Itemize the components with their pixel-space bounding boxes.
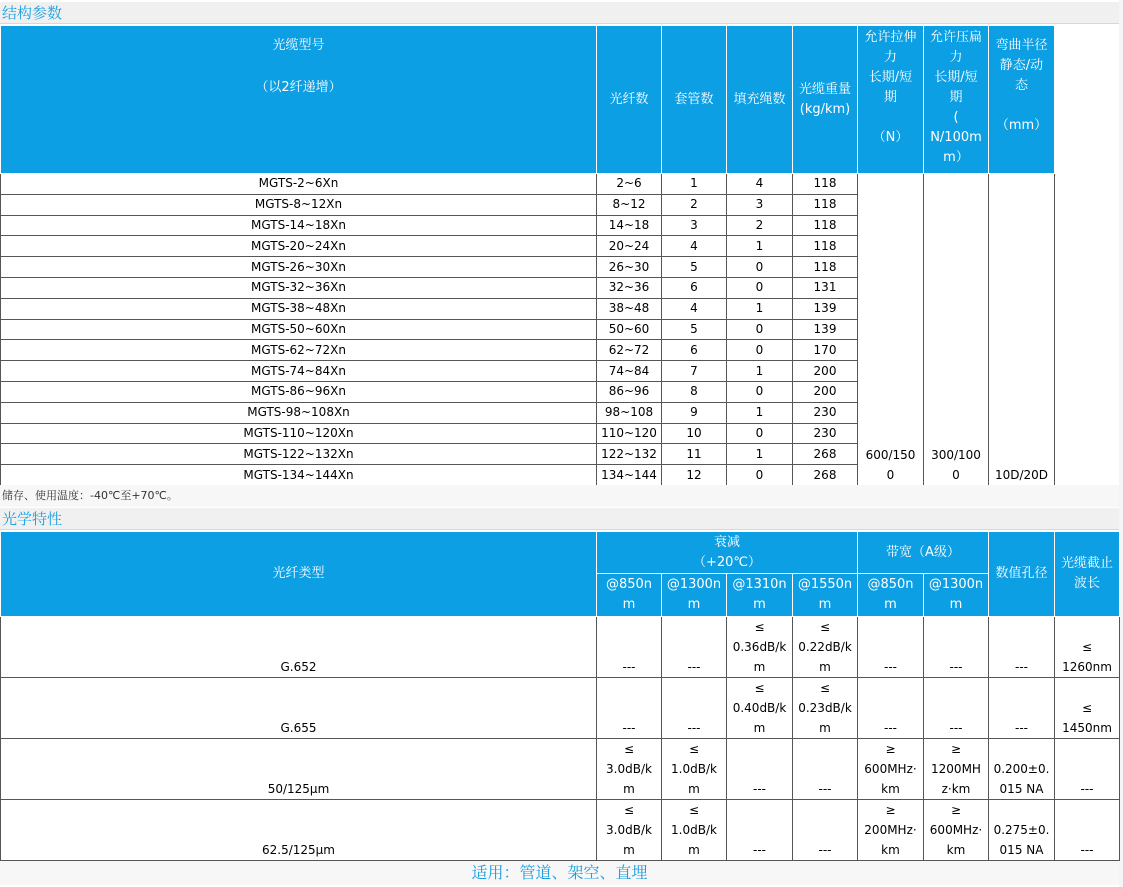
cell-bw-1300: ≥ 600MHz· km xyxy=(924,800,989,861)
cell-fillers: 0 xyxy=(727,257,793,278)
cell-fibers: 26~30 xyxy=(597,257,662,278)
cell-fillers: 1 xyxy=(727,402,793,423)
cell-att-1310: ≤ 0.36dB/k m xyxy=(727,617,793,678)
header-cutoff-wavelength: 光缆截止 波长 xyxy=(1055,532,1120,617)
cell-att-1310: --- xyxy=(727,739,793,800)
header-fiber-type: 光纤类型 xyxy=(1,532,597,617)
cell-fillers: 1 xyxy=(727,444,793,465)
cell-tubes: 4 xyxy=(662,236,727,257)
cell-model: MGTS-122~132Xn xyxy=(1,444,597,465)
header-weight: 光缆重量 (kg/km) xyxy=(793,26,858,174)
cell-na: --- xyxy=(989,678,1055,739)
header-numerical-aperture: 数值孔径 xyxy=(989,532,1055,617)
application-footer: 适用：管道、架空、直埋 xyxy=(0,861,1119,885)
cell-att-850: ≤ 3.0dB/k m xyxy=(597,800,662,861)
cell-att-1300: ≤ 1.0dB/k m xyxy=(662,739,727,800)
optical-row xyxy=(1,739,1120,800)
cell-bend: 10D/20D xyxy=(989,174,1055,486)
cell-fillers: 0 xyxy=(727,319,793,340)
cell-model: MGTS-86~96Xn xyxy=(1,381,597,402)
cell-weight: 118 xyxy=(793,194,858,215)
cell-fillers: 1 xyxy=(727,236,793,257)
cell-bw-850: --- xyxy=(858,617,924,678)
header-att-850: @850n m xyxy=(597,574,662,617)
cell-fibers: 74~84 xyxy=(597,361,662,382)
header-bandwidth: 带宽（A级） xyxy=(858,532,989,574)
cell-tubes: 4 xyxy=(662,298,727,319)
cell-bw-850: ≥ 200MHz· km xyxy=(858,800,924,861)
cell-tubes: 8 xyxy=(662,381,727,402)
cell-tubes: 5 xyxy=(662,319,727,340)
cell-fillers: 2 xyxy=(727,215,793,236)
cell-fiber-type: G.655 xyxy=(1,678,597,739)
header-bw-850: @850n m xyxy=(858,574,924,617)
cell-model: MGTS-32~36Xn xyxy=(1,277,597,298)
structure-table xyxy=(0,25,1055,486)
cell-weight: 139 xyxy=(793,319,858,340)
cell-fillers: 0 xyxy=(727,277,793,298)
header-tensile: 允许拉伸 力 长期/短 期 （N） xyxy=(858,26,924,174)
optical-table xyxy=(0,531,1120,861)
cell-tubes: 3 xyxy=(662,215,727,236)
cell-weight: 118 xyxy=(793,215,858,236)
cell-tensile: 600/150 0 xyxy=(858,174,924,486)
cell-att-1550: ≤ 0.23dB/k m xyxy=(793,678,858,739)
cell-bw-1300: --- xyxy=(924,617,989,678)
cell-na: 0.275±0. 015 NA xyxy=(989,800,1055,861)
cell-model: MGTS-8~12Xn xyxy=(1,194,597,215)
cell-att-1300: ≤ 1.0dB/k m xyxy=(662,800,727,861)
cell-fillers: 1 xyxy=(727,298,793,319)
cell-model: MGTS-38~48Xn xyxy=(1,298,597,319)
cell-tubes: 10 xyxy=(662,423,727,444)
cell-fibers: 50~60 xyxy=(597,319,662,340)
cell-att-1550: --- xyxy=(793,739,858,800)
cell-tubes: 9 xyxy=(662,402,727,423)
cell-fibers: 122~132 xyxy=(597,444,662,465)
header-tubes: 套管数 xyxy=(662,26,727,174)
cell-model: MGTS-26~30Xn xyxy=(1,257,597,278)
cell-model: MGTS-62~72Xn xyxy=(1,340,597,361)
cell-model: MGTS-14~18Xn xyxy=(1,215,597,236)
cell-fiber-type: G.652 xyxy=(1,617,597,678)
cell-weight: 131 xyxy=(793,277,858,298)
header-bend: 弯曲半径 静态/动 态 （mm） xyxy=(989,26,1055,174)
cell-fibers: 2~6 xyxy=(597,174,662,195)
cell-tubes: 11 xyxy=(662,444,727,465)
cell-model: MGTS-50~60Xn xyxy=(1,319,597,340)
cell-tubes: 5 xyxy=(662,257,727,278)
cell-att-850: ≤ 3.0dB/k m xyxy=(597,739,662,800)
cell-att-1300: --- xyxy=(662,617,727,678)
cell-fillers: 0 xyxy=(727,381,793,402)
cell-weight: 230 xyxy=(793,423,858,444)
optical-row xyxy=(1,800,1120,861)
cell-fibers: 32~36 xyxy=(597,277,662,298)
optical-section-title: 光学特性 xyxy=(0,508,1119,530)
cell-tubes: 1 xyxy=(662,174,727,195)
cell-fillers: 3 xyxy=(727,194,793,215)
cell-fibers: 98~108 xyxy=(597,402,662,423)
cell-weight: 170 xyxy=(793,340,858,361)
cell-weight: 139 xyxy=(793,298,858,319)
header-att-1300: @1300n m xyxy=(662,574,727,617)
cell-fillers: 0 xyxy=(727,465,793,486)
header-att-1310: @1310n m xyxy=(727,574,793,617)
cell-tubes: 2 xyxy=(662,194,727,215)
cell-fibers: 8~12 xyxy=(597,194,662,215)
cell-model: MGTS-110~120Xn xyxy=(1,423,597,444)
cell-tubes: 12 xyxy=(662,465,727,486)
cell-weight: 268 xyxy=(793,444,858,465)
cell-fibers: 86~96 xyxy=(597,381,662,402)
cell-cutoff: ≤ 1260nm xyxy=(1055,617,1120,678)
cell-weight: 230 xyxy=(793,402,858,423)
header-model-label: 光缆型号 xyxy=(272,38,325,53)
cell-fibers: 110~120 xyxy=(597,423,662,444)
cell-tubes: 7 xyxy=(662,361,727,382)
cell-weight: 200 xyxy=(793,381,858,402)
cell-fibers: 134~144 xyxy=(597,465,662,486)
cell-fillers: 4 xyxy=(727,174,793,195)
cell-fibers: 14~18 xyxy=(597,215,662,236)
header-crush: 允许压扁 力 长期/短 期 ( N/100m m） xyxy=(924,26,989,174)
cell-att-850: --- xyxy=(597,617,662,678)
cell-att-850: --- xyxy=(597,678,662,739)
header-attenuation: 衰减 （+20℃） xyxy=(597,532,858,574)
header-fibers: 光纤数 xyxy=(597,26,662,174)
cell-att-1550: ≤ 0.22dB/k m xyxy=(793,617,858,678)
cell-weight: 200 xyxy=(793,361,858,382)
structure-row xyxy=(1,174,1055,195)
cell-fibers: 38~48 xyxy=(597,298,662,319)
cell-na: --- xyxy=(989,617,1055,678)
cell-crush: 300/100 0 xyxy=(924,174,989,486)
cell-weight: 118 xyxy=(793,236,858,257)
cell-att-1310: --- xyxy=(727,800,793,861)
cell-att-1300: --- xyxy=(662,678,727,739)
header-bw-1300: @1300n m xyxy=(924,574,989,617)
cell-weight: 268 xyxy=(793,465,858,486)
cell-cutoff: ≤ 1450nm xyxy=(1055,678,1120,739)
cell-tubes: 6 xyxy=(662,277,727,298)
header-att-1550: @1550n m xyxy=(793,574,858,617)
cell-cutoff: --- xyxy=(1055,800,1120,861)
cell-fibers: 62~72 xyxy=(597,340,662,361)
cell-model: MGTS-20~24Xn xyxy=(1,236,597,257)
cell-cutoff: --- xyxy=(1055,739,1120,800)
optical-row xyxy=(1,678,1120,739)
cell-tubes: 6 xyxy=(662,340,727,361)
cell-model: MGTS-2~6Xn xyxy=(1,174,597,195)
cell-fillers: 0 xyxy=(727,340,793,361)
cell-model: MGTS-134~144Xn xyxy=(1,465,597,486)
header-model-sub: （以2纤递增） xyxy=(255,80,342,95)
cell-na: 0.200±0. 015 NA xyxy=(989,739,1055,800)
cell-bw-850: --- xyxy=(858,678,924,739)
header-fillers: 填充绳数 xyxy=(727,26,793,174)
cell-weight: 118 xyxy=(793,174,858,195)
cell-att-1550: --- xyxy=(793,800,858,861)
cell-fillers: 1 xyxy=(727,361,793,382)
cell-bw-1300: ≥ 1200MH z·km xyxy=(924,739,989,800)
structure-section-title: 结构参数 xyxy=(0,2,1119,24)
optical-row xyxy=(1,617,1120,678)
storage-note: 储存、使用温度：-40℃至+70℃。 xyxy=(0,485,1119,507)
cell-model: MGTS-74~84Xn xyxy=(1,361,597,382)
cell-fiber-type: 50/125μm xyxy=(1,739,597,800)
cell-bw-850: ≥ 600MHz· km xyxy=(858,739,924,800)
cell-weight: 118 xyxy=(793,257,858,278)
cell-att-1310: ≤ 0.40dB/k m xyxy=(727,678,793,739)
cell-bw-1300: --- xyxy=(924,678,989,739)
cell-fiber-type: 62.5/125μm xyxy=(1,800,597,861)
cell-model: MGTS-98~108Xn xyxy=(1,402,597,423)
cell-fibers: 20~24 xyxy=(597,236,662,257)
cell-fillers: 0 xyxy=(727,423,793,444)
header-model xyxy=(1,26,597,174)
